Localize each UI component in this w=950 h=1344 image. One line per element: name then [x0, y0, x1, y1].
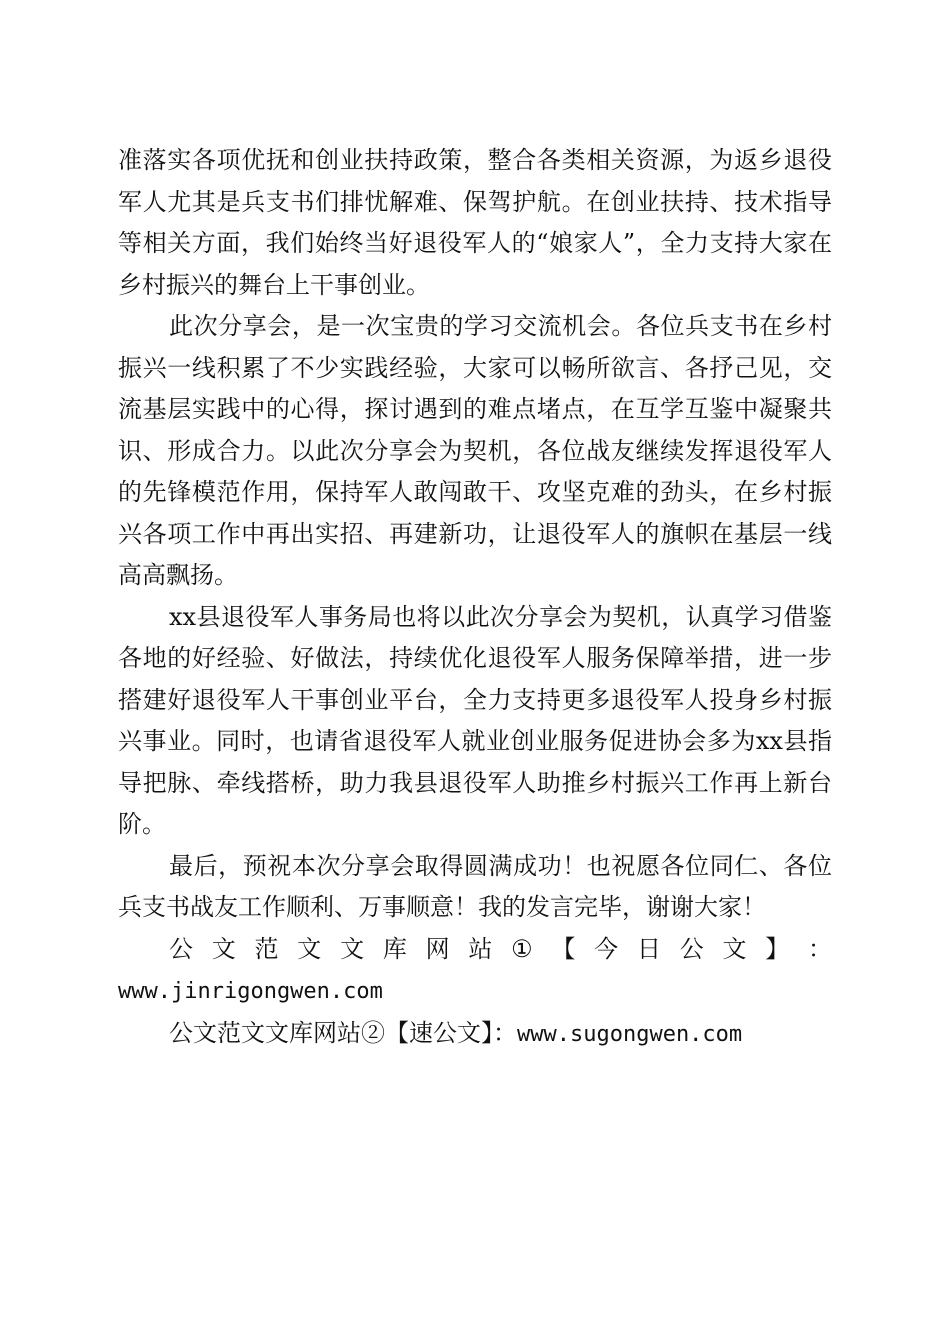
footer-site-1-label: [169, 929, 832, 971]
footer-site-1-char: 文: [211, 934, 236, 963]
footer-site-1-char: ：: [808, 934, 832, 963]
footer-site-1-char: 文: [340, 934, 365, 963]
document-body: [118, 140, 832, 929]
footer-site-1-char: 公: [169, 934, 193, 963]
body-paragraph: xx县退役军人事务局也将以此次分享会为契机，认真学习借鉴各地的好经验、好做法，持续优化退役军人服务保障举措，进一步搭建好退役军人干事创业平台，全力支持更多退役军人投身乡村振兴事业。同时，也请省退役军人就业创业服务促进协会多为xx县指导把脉、牵线搭桥，助力我县退役军人助推乡村振兴工作再上新台阶。: [118, 602, 832, 838]
footer-site-1: [118, 929, 832, 1013]
footer-site-1-char: 文: [297, 934, 322, 963]
footer-site-2-label: 公文范文文库网站②【速公文】：: [169, 1018, 517, 1047]
footer-site-1-char: 网: [425, 934, 450, 963]
footer-site-1-url[interactable]: www.jinrigongwen.com: [118, 979, 383, 1004]
body-paragraph: 准落实各项优抚和创业扶持政策，整合各类相关资源，为返乡退役军人尤其是兵支书们排忧解难、保驾护航。在创业扶持、技术指导等相关方面，我们始终当好退役军人的“娘家人”，全力支持大家在乡村振兴的舞台上干事创业。: [118, 146, 832, 299]
footer-site-2: [169, 1013, 832, 1056]
footer-site-1-char: 今: [594, 934, 619, 963]
footer-site-1-char: 】: [765, 934, 790, 963]
footer-site-1-char: 【: [551, 934, 576, 963]
footer-site-1-char: 库: [382, 934, 407, 963]
footer-site-1-char: 站: [468, 934, 493, 963]
footer-site-1-url-line: [118, 970, 832, 1013]
footer-site-2-url[interactable]: www.sugongwen.com: [517, 1021, 743, 1047]
footer-site-1-char: 日: [636, 934, 661, 963]
body-paragraph: 此次分享会，是一次宝贵的学习交流机会。各位兵支书在乡村振兴一线积累了不少实践经验，大家可以畅所欲言、各抒己见，交流基层实践中的心得，探讨遇到的难点堵点，在互学互鉴中凝聚共识、形成合力。以此次分享会为契机，各位战友继续发挥退役军人的先锋模范作用，保持军人敢闯敢干、攻坚克难的劲头，在乡村振兴各项工作中再出实招、再建新功，让退役军人的旗帜在基层一线高高飘扬。: [118, 312, 832, 589]
footer-site-1-char: 文: [722, 934, 747, 963]
footer-site-1-char: 范: [254, 934, 279, 963]
document-page: [118, 140, 832, 1055]
footer-site-1-char: ①: [511, 934, 533, 963]
body-paragraph: 最后，预祝本次分享会取得圆满成功！也祝愿各位同仁、各位兵支书战友工作顺利、万事顺意！我的发言完毕，谢谢大家！: [118, 851, 832, 921]
footer-site-1-char: 公: [679, 934, 704, 963]
